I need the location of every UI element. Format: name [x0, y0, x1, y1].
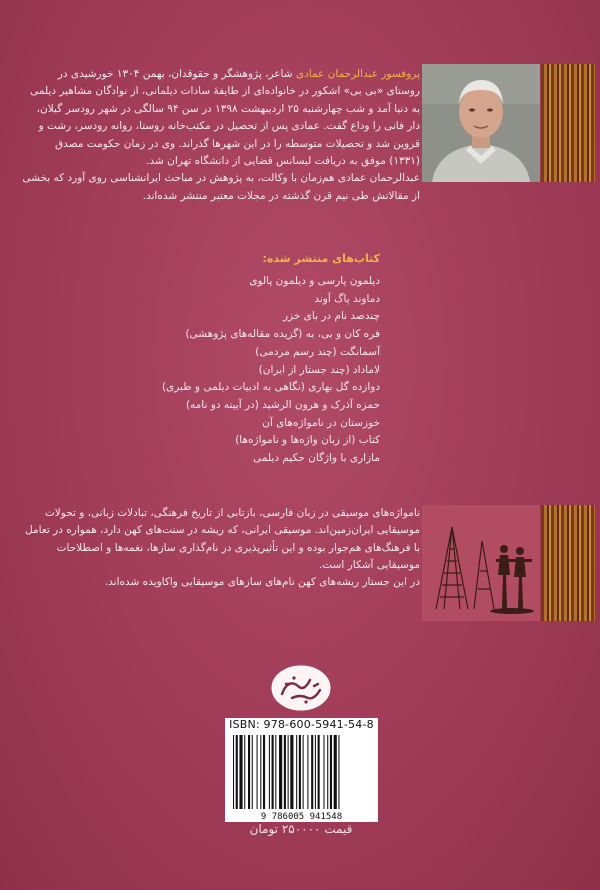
list-item: کتاب (از زبان واژه‌ها و نامواژه‌ها) [235, 434, 380, 447]
description-paragraph-1: نامواژه‌های موسیقی در زبان فارسی، بازتابی از تاریخ فرهنگی، تبادلات زبانی، و تحولات موسیقایی ایران‌زمین‌اند. موسیقی ایرانی، که ریشه در سنت‌های کهن دارد، همواره در تعامل با فرهنگ‌های هم‌جوار بوده و این تأثیرپذیری در نام‌گذاری سازها، نغمه‌ها و اصطلاحات موسیقایی آشکار است. [25, 507, 420, 571]
list-item: حمزه آذرک و هرون الرشید (در آیینه دو نامه) [185, 398, 380, 411]
barcode-box [225, 718, 378, 822]
author-name: پروفسور عبدالرحمان عمادی [295, 68, 420, 80]
barcode [225, 718, 378, 822]
barcode-number: 9 786005 941548 [225, 812, 378, 822]
bio-paragraph-2: عبدالرحمان عمادی هم‌زمان با وکالت، به پژوهش در مباحث ایرانشناسی روی آورد که بخشی از مقالاتش طی نیم قرن گذشته در مجلات معتبر منتشر شده‌اند. [22, 172, 420, 202]
list-item: خوزستان در نامواژه‌های آن [262, 416, 380, 429]
list-item: آسمانگت (چند رسم مردمی) [255, 345, 380, 358]
list-item: لاماداد (چند جستار از ایران) [258, 363, 380, 376]
books-title: کتاب‌های منتشر شده: [262, 252, 380, 265]
bio-paragraph-1: پروفسور عبدالرحمان عمادی شاعر، پژوهشگر و حقوقدان، بهمن ۱۳۰۴ خورشیدی در روستای «بی بی» اشکور در خانواده‌ای از طایفهٔ سادات دیلمانی، از نوادگان مشاهیر دیلمی به دنیا آمد و شب چهارشنبه ۲۵ اردیبهشت ۱۳۹۸ در سن ۹۴ سالگی در شهر رودسر گیلان، دار فانی را وداع گفت. عمادی پس از تحصیل در مکتب‌خانه روستا، روانه رودسر، رشت و قزوین شد و تحصیلات متوسطه را در این شهرها گذراند. وی در زمان حکومت مصدق (۱۳۳۱) موفق به دریافت لیسانس قضایی از دانشگاه تهران شد. [30, 68, 420, 168]
author-bio [22, 66, 420, 205]
list-item: دیلمون پارسی و دیلمون پالوی [249, 275, 380, 287]
isbn-label: ISBN: 978-600-5941-54-8 [229, 718, 374, 731]
list-item: دوازده گل بهاری (نگاهی به ادبیات دیلمی و طبری) [161, 381, 380, 394]
price: قیمت ۲۵۰۰۰۰ تومان [249, 822, 353, 836]
publisher-logo [270, 664, 332, 712]
rug-strip-top [541, 64, 595, 182]
musicians-illustration [422, 505, 540, 621]
author-photo [422, 64, 540, 182]
list-item: فره کان و بی، به (گزیده مقاله‌های پژوهشی) [185, 328, 380, 341]
list-item: دماوند پاگ آوند [314, 292, 380, 305]
description-paragraph-2: در این جستار ریشه‌های کهن نام‌های سازهای موسیقایی واکاویده شده‌اند. [104, 576, 420, 589]
list-item: چندصد نام در بای خزر [282, 310, 380, 323]
rug-strip-bottom [541, 505, 595, 621]
list-item: مازاری با واژگان حکیم دیلمی [253, 452, 380, 465]
books-list [140, 273, 380, 468]
book-description [22, 505, 420, 591]
